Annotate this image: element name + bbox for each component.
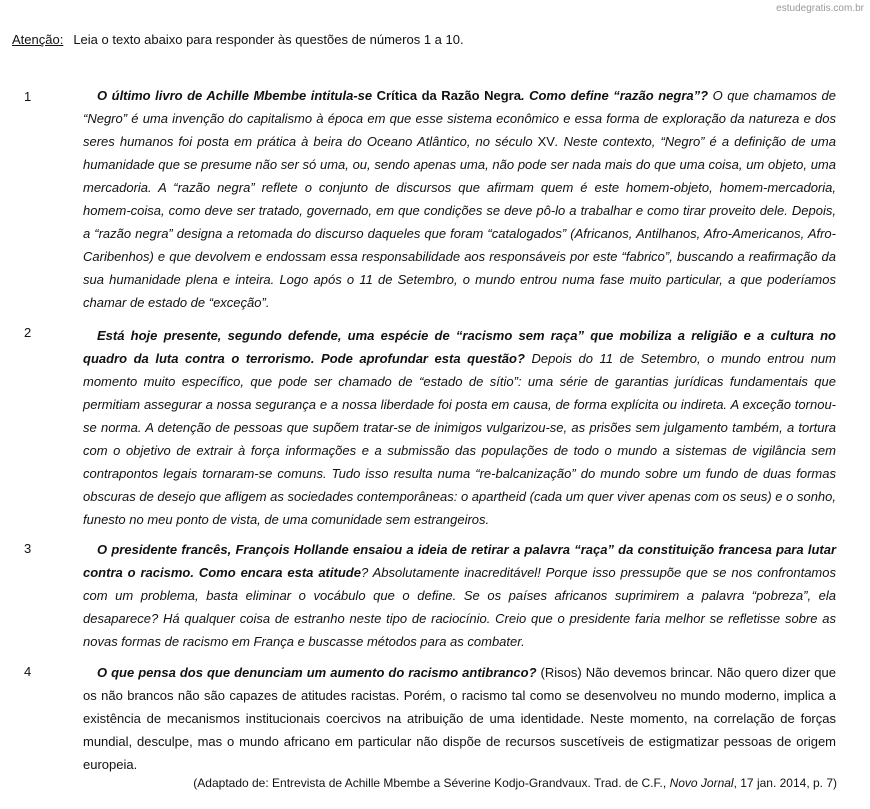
paragraph-number: 1 — [24, 89, 32, 104]
watermark: estudegratis.com.br — [776, 3, 864, 14]
question: O presidente francês, François Hollande ensaiou a ideia de retirar a palavra “raça” da constituição francesa para lutar contra o racismo. Como encara esta atitude — [83, 542, 836, 580]
question: . Como define “razão negra”? — [520, 88, 709, 103]
answer: ? Absolutamente inacreditável! Porque isso pressupõe que se nos confrontamos com um problema, basta eliminar o vocábulo que o define. Se os países africanos suprimirem a palavra “pobreza”, ela desaparece? Há qualquer coisa de estranho neste tipo de raciocínio. Creio que o presidente faria melhor se refletisse sobre as novas formas de racismo em França e buscasse métodos para as combater. — [83, 565, 836, 649]
paragraph-number: 4 — [24, 664, 32, 679]
answer: Depois do 11 de Setembro, o mundo entrou num momento muito específico, que pode ser chamado de “estado de sítio”: uma série de garantias jurídicas fundamentais que permitiam assegurar a nossa segurança e a nossa liberdade foi posta em causa, de forma explícita ou indireta. A exceção tornou-se norma. A detenção de pessoas que supõem tratar-se de inimigos vulgarizou-se, as prisões sem julgamento também, a tortura com o objetivo de extrair à força informações e a submissão das populações de todo o mundo a sistemas de vigilância sem contrapontos legais tornaram-se comuns. Tudo isso resulta numa “re-balcanização” do mundo sobre um fundo de duas formas obscuras de desejo que afligem as sociedades contemporâneas: o apartheid (cada um quer viver apenas com os seus) e o sonho, funesto no meu ponto de vista, de uma comunidade sem estrangeiros. — [83, 351, 837, 527]
journal-name: Novo Jornal — [669, 776, 734, 790]
answer: O que chamamos de “Negro” é uma invenção do capitalismo à época em que esse sistema econômico e essa forma de exploração da natureza e dos seres humanos foi posta em prática à beira do Oceano Atlântico, no século — [83, 88, 836, 149]
attention-label: Atenção: — [12, 32, 64, 47]
paragraph-number: 2 — [24, 325, 32, 340]
citation-text: (Adaptado de: Entrevista de Achille Mbembe a Séverine Kodjo-Grandvaux. Trad. de C.F., — [193, 776, 670, 790]
paragraph-number: 3 — [24, 541, 32, 556]
question: O último livro de Achille Mbembe intitula-se — [97, 88, 377, 103]
paragraph-2 — [83, 324, 836, 531]
paragraph-1 — [83, 84, 836, 314]
paragraph-3 — [83, 538, 836, 653]
paragraph-4 — [83, 661, 836, 776]
book-title: Crítica da Razão Negra — [376, 88, 521, 103]
answer: . Neste contexto, “Negro” é a definição de uma humanidade que se presume não ser só uma, ou, sendo apenas uma, não pode ser nada mais do que uma coisa, um objeto, uma mercadoria. A “razão negra” reflete o conjunto de discursos que afirmam quem é este homem-objeto, homem-mercadoria, homem-coisa, como deve ser tratado, governado, em que condições se deve pô-lo a trabalhar e como tirar proveito dele. Depois, a “razão negra” designa a retomada do discurso daqueles que foram “catalogados” (Africanos, Antilhanos, Afro-Americanos, Afro-Caribenhos) e que devolvem e endossam essa responsabilidade aos responsáveis por este “fabrico”, buscando a reafirmação da sua humanidade plena e inteira. Logo após o 11 de Setembro, o mundo entrou numa fase muito particular, a que poderíamos chamar de estado de “exceção”. — [83, 134, 836, 310]
century-numeral: XV — [537, 134, 555, 149]
source-citation — [193, 776, 837, 790]
question: O que pensa dos que denunciam um aumento do racismo antibranco? — [97, 665, 537, 680]
instructions — [12, 32, 464, 47]
question: Está hoje presente, segundo defende, uma espécie de “racismo sem raça” que mobiliza a religião e a cultura no quadro da luta contra o terrorismo. Pode aprofundar esta questão? — [83, 328, 836, 366]
instructions-text: Leia o texto abaixo para responder às questões de números 1 a 10. — [73, 32, 464, 47]
citation-text: , 17 jan. 2014, p. 7) — [733, 776, 837, 790]
answer: (Risos) Não devemos brincar. Não quero dizer que os não brancos não são capazes de atitudes racistas. Porém, o racismo tal como se desenvolveu no mundo moderno, implica a existência de mecanismos institucionais coercivos na atribuição de uma identidade. Neste momento, na correlação de forças mundial, desculpe, mas o mundo africano em particular não dispõe de recursos suscetíveis de estigmatizar pessoas de origem europeia. — [83, 665, 836, 772]
